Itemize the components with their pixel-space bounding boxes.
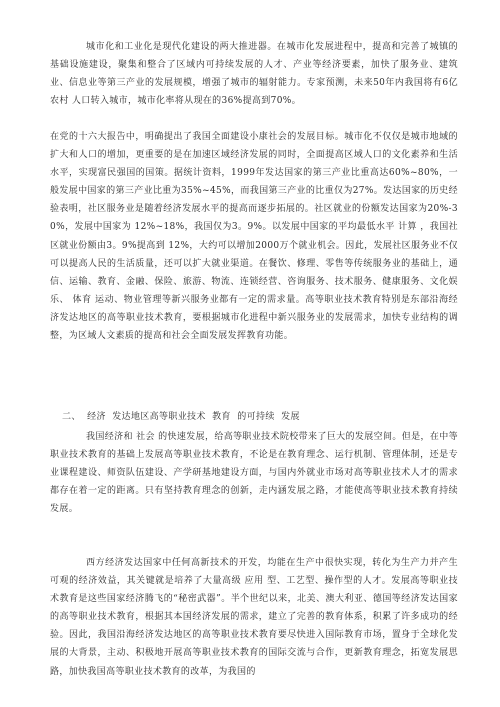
paragraph-western-countries: 西方经济发达国家中任何高新技术的开发，均能在生产中很快实现，转化为生产力并产生可观的经济效益，其关键就是培养了大量高级 应用 型、工艺型、操作型的人才。发展高等职业技术教育是这些国家经济腾飞的“秘密武器”。半个世纪以来，北美、澳大利亚、德国等经济发达国家的高等职业技术教育，根据其本国经济发展的需求，建立了完善的教育体系，积累了许多成功的经验。因此，我国沿海经济发达地区的高等职业技术教育要尽快进入国际教育市场，置身于全球化发展的大背景，主动、积极地开展高等职业技术教育的国际交流与合作，更新教育理念，拓宽发展思路，加快我国高等职业技术教育的改革，为我国的 xyxy=(50,558,458,677)
paragraph-urbanization: 城市化和工业化是现代化建设的两大推进器。在城市化发展进程中，提高和完善了城镇的基础设施建设，聚集和整合了区域内可持续发展的人才、产业等经济要素，加快了服务业、建筑业、信息业等第三产业的发展规模，增强了城市的辐射能力。专家预测，未来50年内我国将有6亿 农村 人口转入城市，城市化率将从现在的36%提高到70%。 xyxy=(50,42,458,107)
section-heading: 二、 经济 发达地区高等职业技术 教育 的可持续 发展 xyxy=(62,412,300,422)
paragraph-sixteenth-congress: 在党的十六大报告中，明确提出了我国全面建设小康社会的发展目标。城市化不仅仅是城市地域的扩大和人口的增加，更重要的是在加速区域经济发展的同时，全面提高区域人口的文化素养和生活水平，实现富民强国的国策。据统计资料，1999年发达国家的第三产业比重高达60%~80%，一般发展中国家的第三产业比重为35%~45%，而我国第三产业的比重仅为27%。发达国家的历史经验表明，社区服务业是随着经济发展水平的提高而逐步拓展的。社区就业的份额发达国家为20%-30%，发展中国家为 12%~18%，我国仅为3。9%。以发展中国家的平均最低水平 计算 ，我国社区就业份额由3。9%提高到 12%，大约可以增加2000万个就业机会。因此，发展社区服务业不仅可以提高人民的生活质量，还可以扩大就业渠道。在餐饮、修理、零售等传统服务业的基础上，通信、运输、教育、金融、保险、旅游、物流、连锁经营、咨询服务、技术服务、健康服务、文化娱乐、 体育 运动、物业管理等新兴服务业都有一定的需求量。高等职业技术教育特别是东部沿海经济发达地区的高等职业技术教育，要根据城市化进程中新兴服务业的发展需求，加快专业结构的调整，为区域人文素质的提高和社会全面发展发挥教育功能。 xyxy=(50,132,458,342)
paragraph-economic-development: 我国经济和 社会 的快速发展，给高等职业技术院校带来了巨大的发展空间。但是，在中等职业技术教育的基础上发展高等职业技术教育，不论是在教育理念、运行机制、管理体制，还是专业课程建设、师资队伍建设、产学研基地建设方面，与国内外就业市场对高等职业技术人才的需求都存在着一定的距离。只有坚持教育理念的创新，走内涵发展之路，才能使高等职业技术教育持续发展。 xyxy=(50,432,458,515)
